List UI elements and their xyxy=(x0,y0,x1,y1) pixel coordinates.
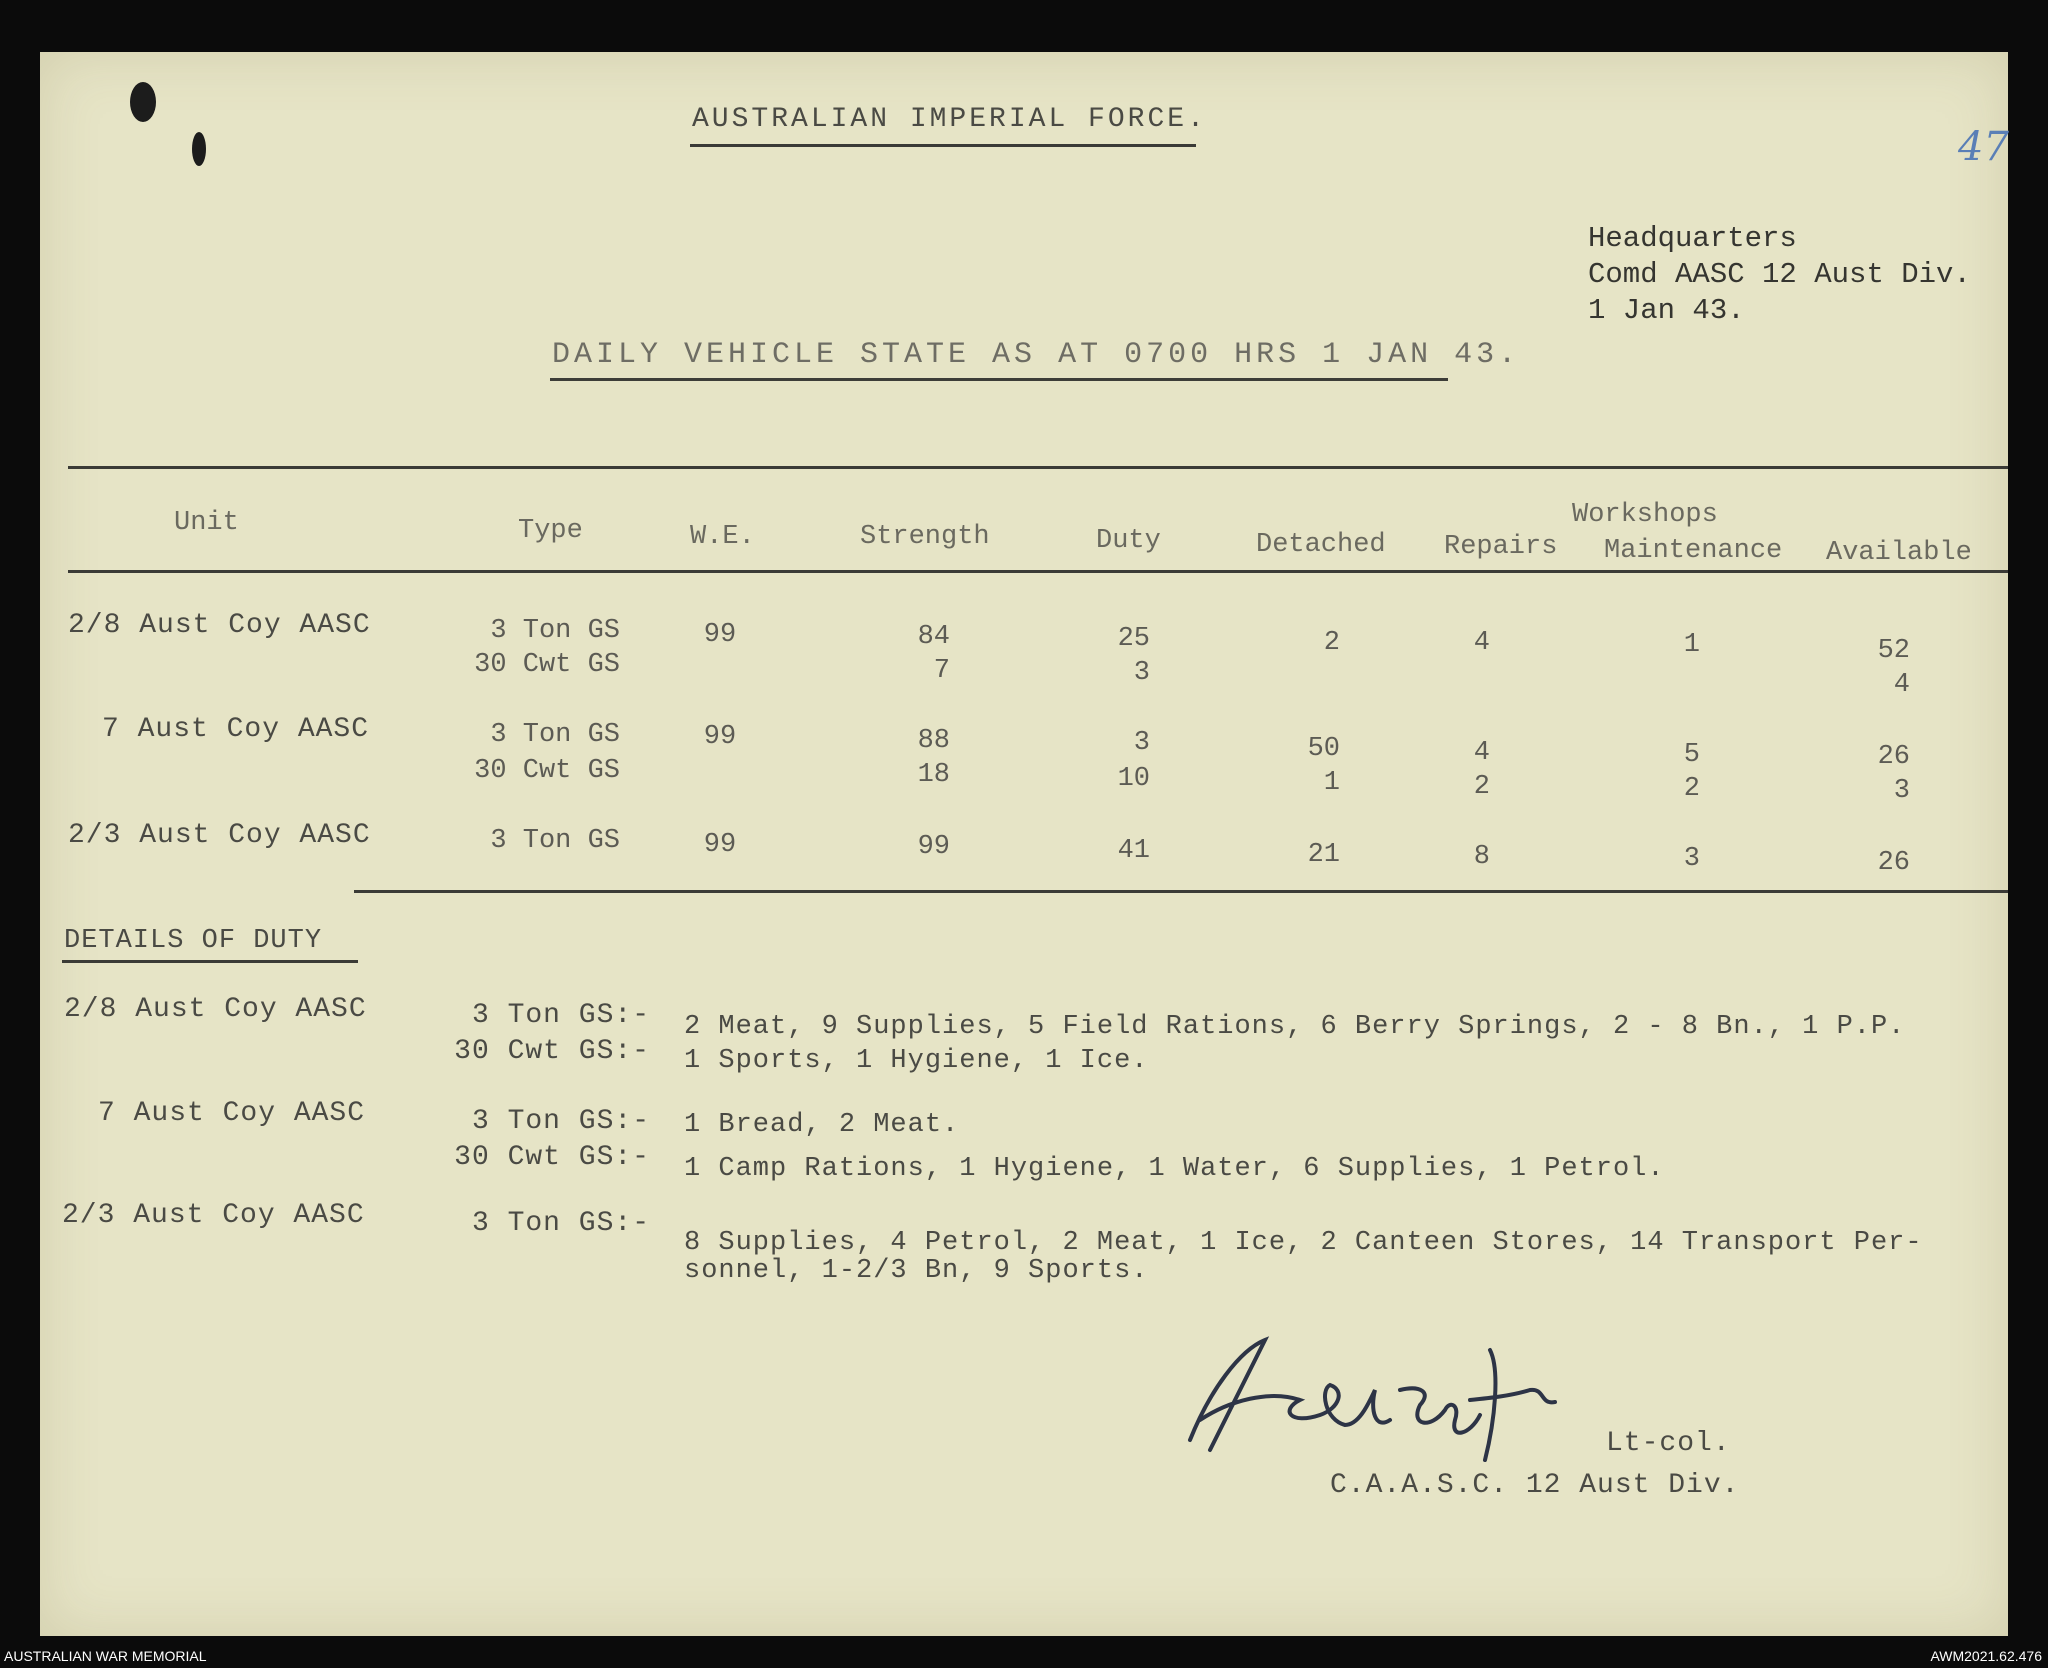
table-cell-duty: 10 xyxy=(1117,764,1150,794)
details-type: 3 Ton GS:- xyxy=(471,1106,650,1137)
col-header-available: Available xyxy=(1826,538,1972,568)
table-cell-maintenance: 1 xyxy=(1683,630,1700,660)
details-type: 3 Ton GS:- xyxy=(471,1208,650,1239)
footer-accession-number: AWM2021.62.476 xyxy=(1930,1648,2042,1664)
table-cell-duty: 41 xyxy=(1117,836,1150,866)
table-cell-duty: 25 xyxy=(1117,624,1150,654)
col-header-we: W.E. xyxy=(690,522,755,552)
col-header-detached: Detached xyxy=(1256,530,1386,560)
table-cell-unit: 7 Aust Coy AASC xyxy=(102,714,370,745)
table-cell-duty: 3 xyxy=(1133,728,1150,758)
punch-hole xyxy=(130,82,156,122)
table-cell-type: 30 Cwt GS xyxy=(474,650,620,680)
report-title-underline xyxy=(550,378,1448,381)
footer-credit: AUSTRALIAN WAR MEMORIAL xyxy=(4,1648,207,1664)
table-cell-detached: 2 xyxy=(1323,628,1340,658)
table-top-rule xyxy=(68,466,2008,469)
details-text: 1 Sports, 1 Hygiene, 1 Ice. xyxy=(684,1046,1149,1076)
col-header-duty: Duty xyxy=(1096,526,1161,556)
handwritten-signature xyxy=(1170,1330,1590,1470)
table-cell-strength: 18 xyxy=(917,760,950,790)
details-heading-underline xyxy=(62,960,358,963)
table-cell-strength: 84 xyxy=(917,622,950,652)
details-type: 30 Cwt GS:- xyxy=(454,1036,650,1067)
table-cell-we: 99 xyxy=(703,722,737,752)
table-cell-repairs: 4 xyxy=(1473,628,1490,658)
details-text: sonnel, 1-2/3 Bn, 9 Sports. xyxy=(684,1256,1149,1286)
table-header-rule xyxy=(68,570,2008,573)
table-cell-strength: 7 xyxy=(933,656,950,686)
table-cell-maintenance: 5 xyxy=(1683,740,1700,770)
details-unit: 2/3 Aust Coy AASC xyxy=(62,1200,365,1231)
report-title: DAILY VEHICLE STATE AS AT 0700 HRS 1 JAN 43. xyxy=(552,338,1521,372)
table-cell-strength: 88 xyxy=(917,726,950,756)
table-cell-available: 26 xyxy=(1877,742,1910,772)
details-text: 1 Bread, 2 Meat. xyxy=(684,1110,960,1140)
details-type: 30 Cwt GS:- xyxy=(454,1142,650,1173)
table-cell-maintenance: 3 xyxy=(1683,844,1700,874)
col-header-strength: Strength xyxy=(860,522,990,552)
table-cell-available: 52 xyxy=(1877,636,1910,666)
table-cell-type: 3 Ton GS xyxy=(490,616,620,646)
signatory-appointment: C.A.A.S.C. 12 Aust Div. xyxy=(1330,1470,1740,1501)
punch-hole xyxy=(192,132,206,166)
table-cell-repairs: 4 xyxy=(1473,738,1490,768)
details-unit: 7 Aust Coy AASC xyxy=(98,1098,366,1129)
details-text: 8 Supplies, 4 Petrol, 2 Meat, 1 Ice, 2 Canteen Stores, 14 Transport Per- xyxy=(684,1228,1923,1258)
col-header-workshops: Workshops xyxy=(1572,500,1718,530)
table-cell-we: 99 xyxy=(703,830,737,860)
table-cell-maintenance: 2 xyxy=(1683,774,1700,804)
col-header-type: Type xyxy=(518,516,583,546)
table-bottom-rule xyxy=(354,890,2008,893)
table-cell-repairs: 8 xyxy=(1473,842,1490,872)
table-cell-repairs: 2 xyxy=(1473,772,1490,802)
signatory-rank: Lt-col. xyxy=(1606,1428,1731,1459)
title-underline xyxy=(690,144,1196,147)
pencil-page-number: 47 xyxy=(1958,124,2009,170)
table-cell-available: 26 xyxy=(1877,848,1910,878)
table-cell-we: 99 xyxy=(703,620,737,650)
table-cell-detached: 50 xyxy=(1307,734,1340,764)
col-header-maintenance: Maintenance xyxy=(1604,536,1783,566)
table-cell-type: 30 Cwt GS xyxy=(474,756,620,786)
hq-line-2: Comd AASC 12 Aust Div. xyxy=(1588,258,1971,291)
details-text: 2 Meat, 9 Supplies, 5 Field Rations, 6 Berry Springs, 2 - 8 Bn., 1 P.P. xyxy=(684,1012,1906,1042)
table-cell-unit: 2/3 Aust Coy AASC xyxy=(68,820,371,851)
table-cell-available: 4 xyxy=(1893,670,1910,700)
table-cell-type: 3 Ton GS xyxy=(490,720,620,750)
table-cell-duty: 3 xyxy=(1133,658,1150,688)
details-type: 3 Ton GS:- xyxy=(471,1000,650,1031)
details-text: 1 Camp Rations, 1 Hygiene, 1 Water, 6 Supplies, 1 Petrol. xyxy=(684,1154,1665,1184)
table-cell-strength: 99 xyxy=(917,832,950,862)
hq-line-1: Headquarters xyxy=(1588,222,1797,255)
table-cell-detached: 1 xyxy=(1323,768,1340,798)
col-header-unit: Unit xyxy=(174,508,239,538)
table-cell-detached: 21 xyxy=(1307,840,1340,870)
organization-title: AUSTRALIAN IMPERIAL FORCE. xyxy=(692,104,1207,135)
hq-line-3: 1 Jan 43. xyxy=(1588,294,1745,327)
details-unit: 2/8 Aust Coy AASC xyxy=(64,994,367,1025)
table-cell-available: 3 xyxy=(1893,776,1910,806)
table-cell-type: 3 Ton GS xyxy=(490,826,620,856)
details-heading: DETAILS OF DUTY xyxy=(64,926,323,956)
col-header-repairs: Repairs xyxy=(1444,532,1558,562)
table-cell-unit: 2/8 Aust Coy AASC xyxy=(68,610,371,641)
